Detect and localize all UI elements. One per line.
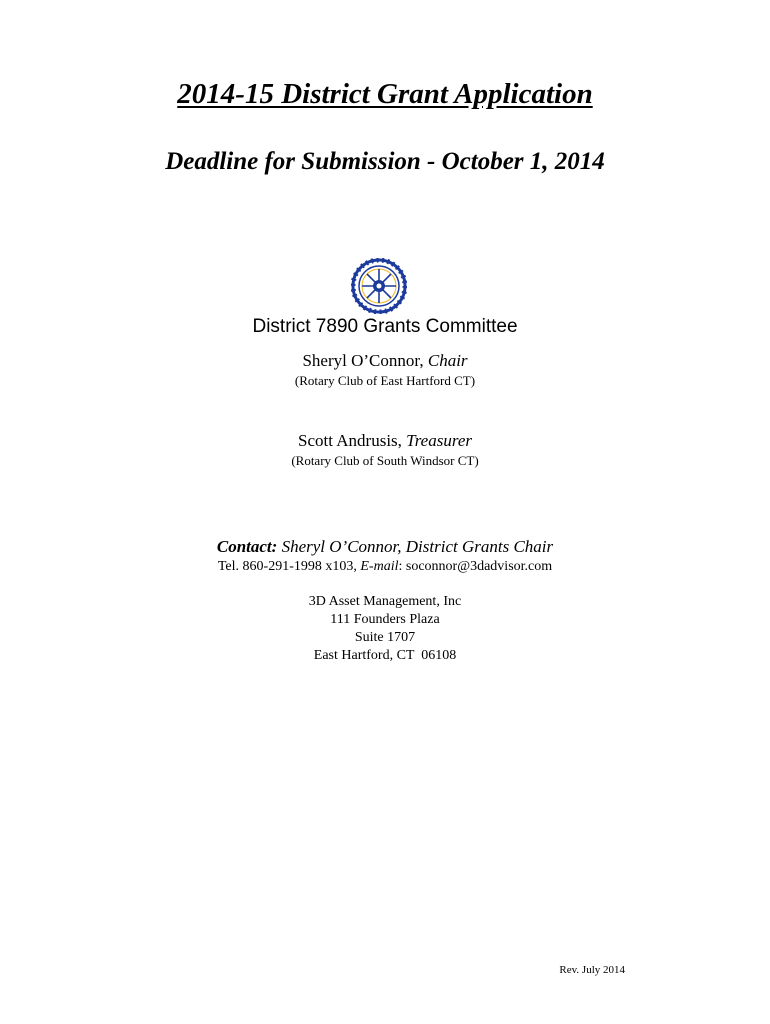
address-city: East Hartford, CT 06108 — [313, 648, 457, 663]
revision-note: Rev. July 2014 — [559, 964, 625, 976]
contact-label: Contact: — [216, 537, 278, 556]
page-title: 2014-15 District Grant Application — [177, 78, 593, 110]
chair-line — [0, 350, 770, 372]
contact-details — [0, 557, 770, 577]
mailing-address — [0, 593, 770, 665]
chair-name: Sheryl O’Connor, — [302, 351, 428, 370]
address-suite: Suite 1707 — [354, 630, 416, 645]
contact-tel: Tel. 860-291-1998 x103, — [217, 559, 361, 574]
address-company: 3D Asset Management, Inc — [308, 594, 462, 609]
address-street: 111 Founders Plaza — [330, 612, 440, 627]
contact-email-label: E-mail — [360, 559, 399, 574]
contact-email: : soconnor@3dadvisor.com — [398, 559, 553, 574]
treasurer-name: Scott Andrusis, — [298, 431, 407, 450]
treasurer-line — [0, 430, 770, 452]
chair-club: (Rotary Club of East Hartford CT) — [294, 373, 476, 388]
treasurer-club: (Rotary Club of South Windsor CT) — [291, 453, 479, 468]
submission-deadline: Deadline for Submission - October 1, 2014 — [165, 148, 605, 175]
rotary-wheel-icon — [351, 258, 407, 314]
committee-name: District 7890 Grants Committee — [252, 316, 518, 337]
contact-line — [0, 536, 770, 558]
contact-name: Sheryl O’Connor, District Grants Chair — [277, 537, 554, 556]
treasurer-role: Treasurer — [406, 431, 472, 450]
chair-role: Chair — [427, 351, 468, 370]
